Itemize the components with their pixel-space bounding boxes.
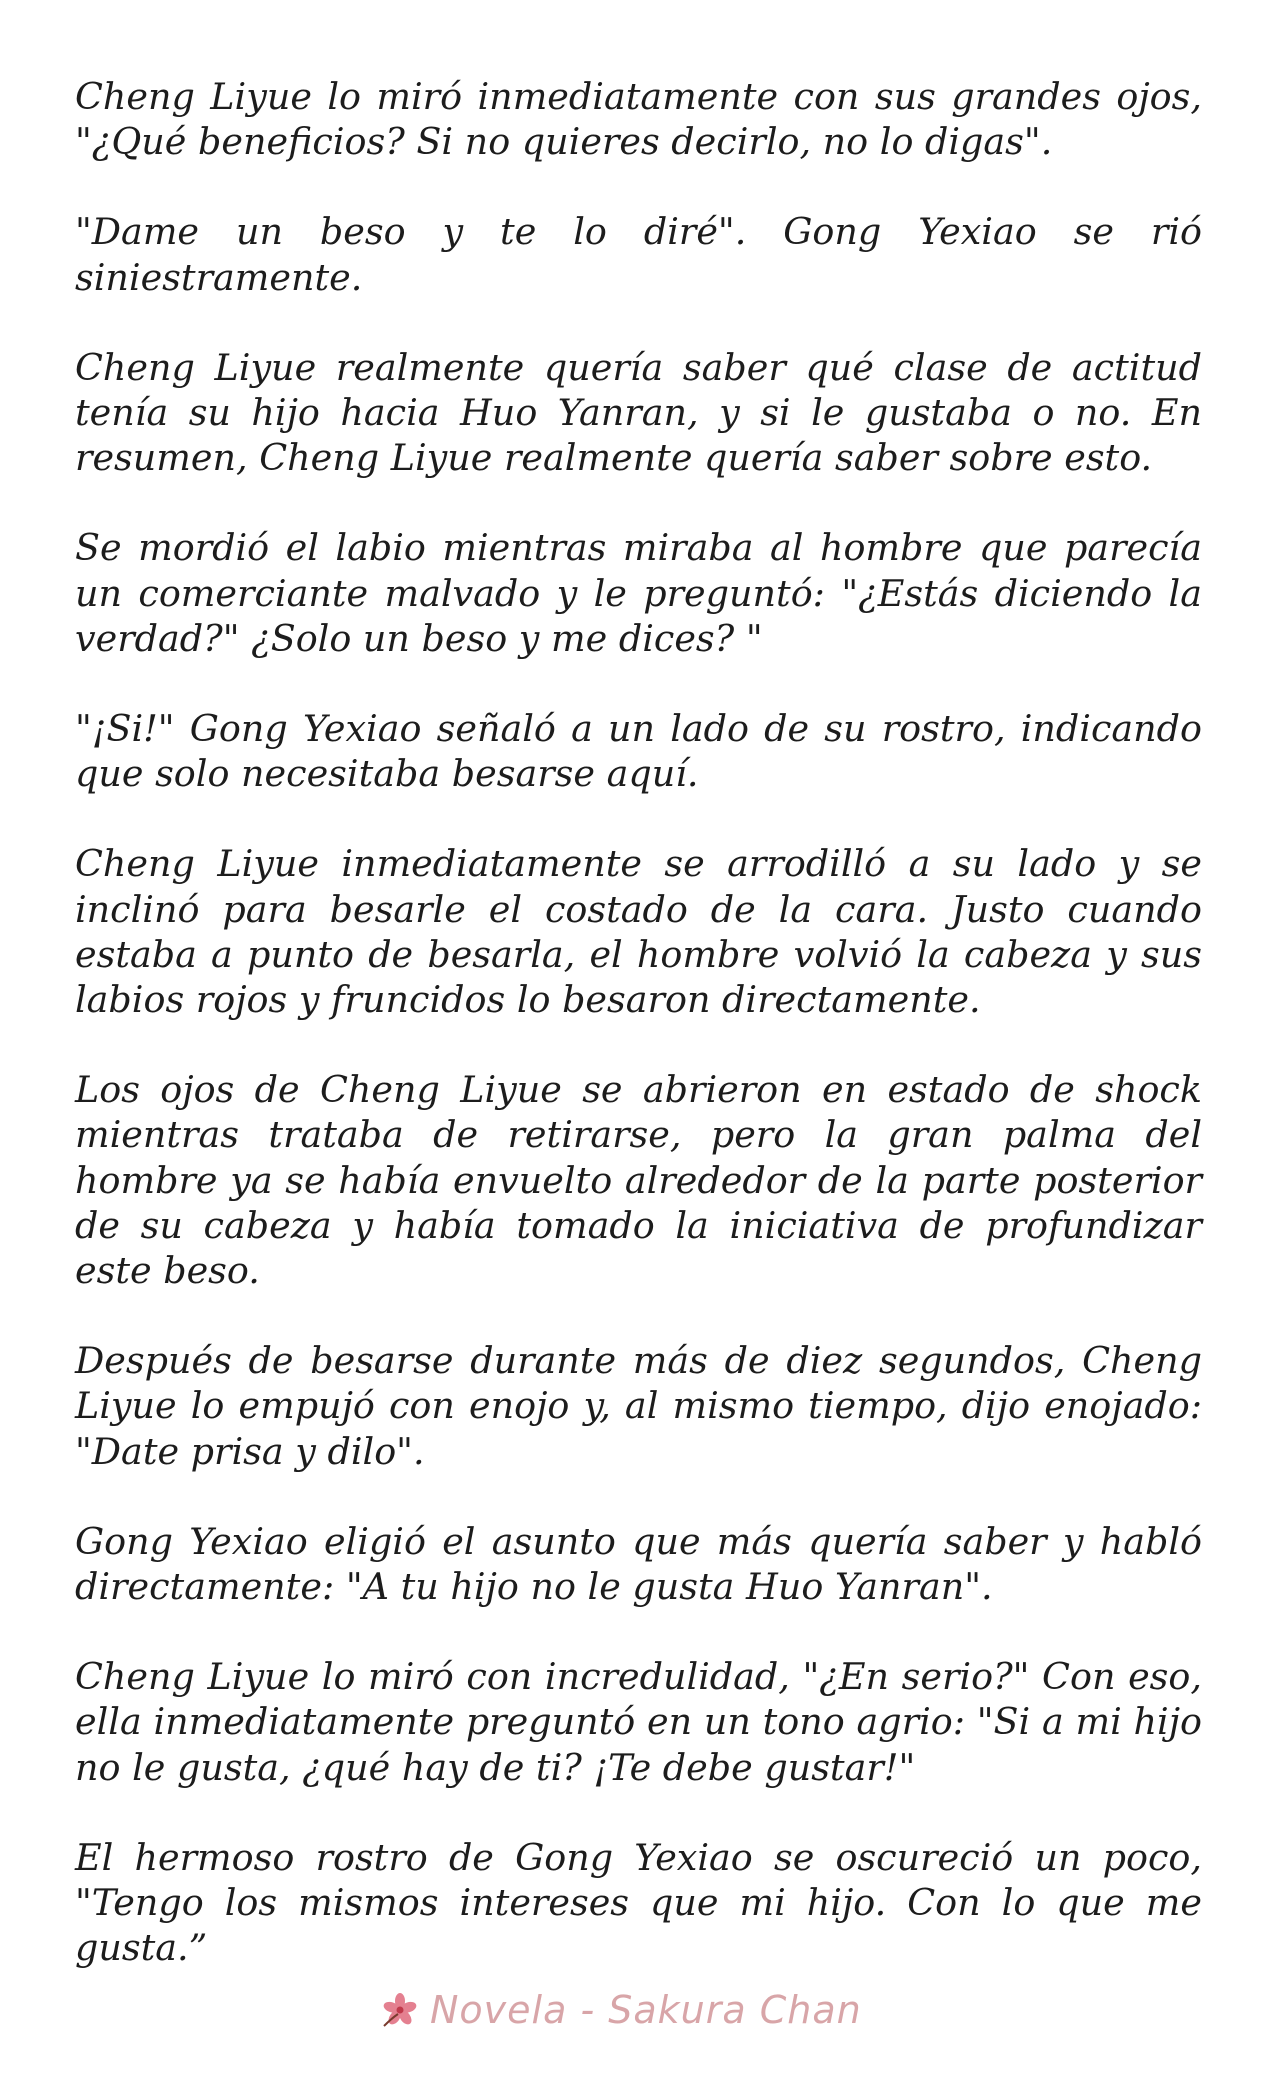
paragraph: "Dame un beso y te lo diré". Gong Yexiao se rió siniestramente. xyxy=(75,210,1202,299)
watermark xyxy=(380,1984,862,2036)
paragraph: Después de besarse durante más de diez segundos, Cheng Liyue lo empujó con enojo y, al mismo tiempo, dijo enojado: "Date prisa y dilo". xyxy=(75,1339,1202,1473)
paragraph: Los ojos de Cheng Liyue se abrieron en estado de shock mientras trataba de retirarse, pero la gran palma del hombre ya se había envuelto alrededor de la parte posterior de su cabeza y había tomado la iniciativa de profundizar este beso. xyxy=(75,1068,1202,1293)
paragraph: Cheng Liyue lo miró con incredulidad, "¿En serio?" Con eso, ella inmediatamente preguntó en un tono agrio: "Si a mi hijo no le gusta, ¿qué hay de ti? ¡Te debe gustar!" xyxy=(75,1655,1202,1789)
paragraph: El hermoso rostro de Gong Yexiao se oscureció un poco, "Tengo los mismos intereses que mi hijo. Con lo que me gusta.” xyxy=(75,1835,1202,1970)
paragraph: Cheng Liyue realmente quería saber qué clase de actitud tenía su hijo hacia Huo Yanran, y si le gustaba o no. En resumen, Cheng Liyue realmente quería saber sobre esto. xyxy=(75,345,1202,480)
sakura-flower-icon xyxy=(380,1990,420,2030)
paragraph: Cheng Liyue inmediatamente se arrodilló a su lado y se inclinó para besarle el costado de la cara. Justo cuando estaba a punto de besarla, el hombre volvió la cabeza y sus labios rojos y fruncidos lo besaron directamente. xyxy=(75,842,1202,1022)
paragraph: Cheng Liyue lo miró inmediatamente con sus grandes ojos, "¿Qué beneficios? Si no quieres decirlo, no lo digas". xyxy=(75,75,1202,164)
paragraph: Gong Yexiao eligió el asunto que más quería saber y habló directamente: "A tu hijo no le gusta Huo Yanran". xyxy=(75,1519,1202,1609)
paragraph: Se mordió el labio mientras miraba al hombre que parecía un comerciante malvado y le preguntó: "¿Estás diciendo la verdad?" ¿Solo un beso y me dices? " xyxy=(75,526,1202,660)
paragraph: "¡Si!" Gong Yexiao señaló a un lado de su rostro, indicando que solo necesitaba besarse aquí. xyxy=(75,707,1202,796)
watermark-text: Novela - Sakura Chan xyxy=(430,1988,862,2032)
story-text xyxy=(75,74,1202,2016)
